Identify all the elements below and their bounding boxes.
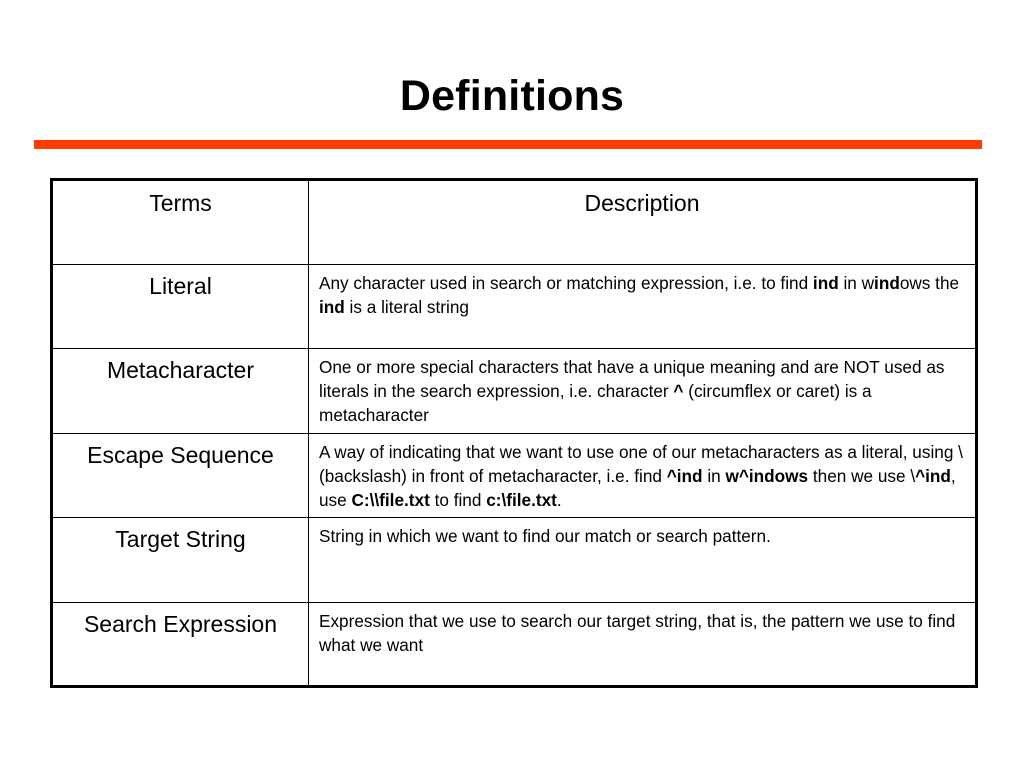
description-text: One or more special characters that have a unique meaning and are NOT used as literals in the search expression, i.e. character — [319, 357, 945, 401]
table-body — [52, 264, 977, 687]
term-cell: Target String — [52, 518, 309, 603]
description-text: in w — [838, 272, 875, 293]
description-bold-text: ^ind — [666, 465, 703, 486]
table-header-row — [52, 180, 977, 265]
description-text: . — [556, 489, 562, 510]
term-cell: Metacharacter — [52, 349, 309, 434]
description-bold-text: ^ind — [915, 465, 951, 486]
description-text: to find — [429, 489, 487, 510]
table-row-literal — [52, 264, 977, 349]
description-text: ows the — [899, 272, 960, 293]
table-row-target-string — [52, 518, 977, 603]
description-text: String in which we want to find our match or search pattern. — [319, 526, 771, 546]
description-bold-text: C:\\file.txt — [351, 489, 430, 510]
description-cell — [309, 518, 977, 603]
description-text: Expression that we use to search our target string, that is, the pattern we use to find what we want — [319, 610, 956, 655]
slide-title: Definitions — [399, 72, 625, 120]
table-row-search-expression — [52, 602, 977, 687]
description-text: then we use \ — [808, 465, 916, 486]
description-bold-text: c:\file.txt — [486, 489, 557, 510]
description-text: in — [702, 465, 726, 486]
table-row-metacharacter — [52, 349, 977, 434]
term-cell: Escape Sequence — [52, 433, 309, 518]
title-underline-bar — [34, 140, 982, 149]
description-cell — [309, 433, 977, 518]
description-bold-text: ind — [874, 272, 900, 293]
description-cell — [309, 602, 977, 687]
description-cell — [309, 349, 977, 434]
description-text: (circumflex or caret) is a metacharacter — [319, 381, 872, 425]
table-row-escape-sequence — [52, 433, 977, 518]
description-cell — [309, 264, 977, 349]
header-terms: Terms — [52, 180, 309, 265]
description-bold-text: ind — [319, 296, 345, 317]
definitions-table — [50, 178, 978, 688]
description-bold-text: w^indows — [725, 465, 809, 486]
description-text: , use — [319, 465, 956, 510]
header-description: Description — [309, 180, 977, 265]
description-text: A way of indicating that we want to use one of our metacharacters as a literal, using \ (backslash) in front of metacharacter, i.e. find — [319, 441, 963, 486]
term-cell: Search Expression — [52, 602, 309, 687]
description-text: Any character used in search or matching expression, i.e. to find — [319, 272, 813, 293]
term-cell: Literal — [52, 264, 309, 349]
description-bold-text: ^ — [673, 381, 684, 401]
description-text: is a literal string — [344, 296, 469, 317]
description-bold-text: ind — [812, 272, 839, 293]
